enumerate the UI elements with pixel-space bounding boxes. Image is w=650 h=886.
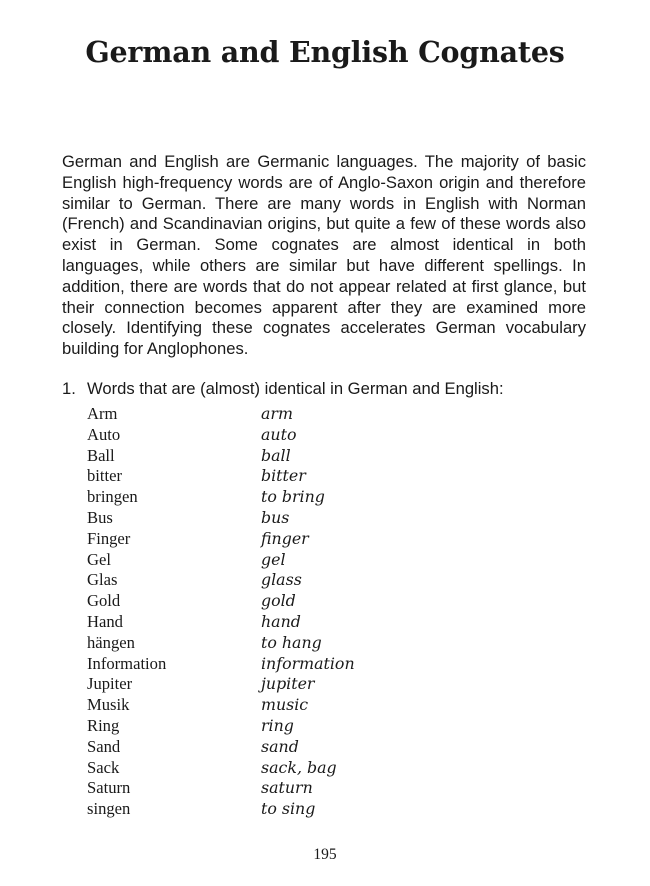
cognate-table-body	[87, 404, 507, 820]
german-word: Ball	[87, 445, 115, 465]
german-word: hängen	[87, 632, 135, 652]
cognate-row	[87, 550, 507, 571]
english-word: sand	[261, 736, 299, 756]
english-word: ball	[261, 445, 291, 465]
english-word: information	[261, 653, 355, 673]
cognate-row	[87, 446, 507, 467]
english-word: to bring	[261, 487, 325, 507]
german-word: Information	[87, 653, 167, 673]
german-word: Gel	[87, 549, 111, 569]
cognate-row	[87, 654, 507, 675]
page-title: German and English Cognates	[85, 35, 565, 70]
english-word: to sing	[261, 799, 316, 819]
english-word: ring	[261, 715, 294, 735]
cognate-row	[87, 674, 507, 695]
german-word: bitter	[87, 466, 123, 486]
cognate-row	[87, 508, 507, 529]
english-word: glass	[261, 570, 302, 590]
german-word: Hand	[87, 611, 123, 631]
cognate-row	[87, 425, 507, 446]
english-word: to hang	[261, 632, 322, 652]
cognate-row	[87, 633, 507, 654]
cognate-row	[87, 591, 507, 612]
english-word: hand	[261, 611, 301, 631]
cognate-row	[87, 529, 507, 550]
page-number: 195	[313, 846, 337, 863]
german-word: singen	[87, 799, 131, 819]
german-word: bringen	[87, 487, 138, 507]
german-word: Finger	[87, 528, 131, 548]
cognate-row	[87, 695, 507, 716]
german-word: Auto	[87, 424, 121, 444]
german-word: Ring	[87, 715, 120, 735]
cognate-row	[87, 466, 507, 487]
cognate-row	[87, 778, 507, 799]
english-word: sack, bag	[261, 757, 337, 777]
english-word: bitter	[261, 466, 306, 486]
german-word: Jupiter	[87, 674, 133, 694]
english-word: jupiter	[261, 674, 315, 694]
cognate-row	[87, 612, 507, 633]
english-word: finger	[261, 528, 309, 548]
section-1-heading	[62, 379, 592, 400]
cognate-table	[87, 404, 507, 820]
cognate-row	[87, 716, 507, 737]
cognate-row	[87, 737, 507, 758]
german-word: Sand	[87, 736, 121, 756]
german-word: Bus	[87, 507, 113, 527]
section-1-number: 1.	[62, 379, 76, 398]
english-word: gold	[261, 591, 296, 611]
english-word: saturn	[261, 778, 313, 798]
german-word: Arm	[87, 404, 118, 423]
english-word: arm	[261, 404, 293, 423]
cognate-row	[87, 570, 507, 591]
intro-paragraph: German and English are Germanic languages. The majority of basic English high-frequency words are of Anglo-Saxon origin and therefore similar to German. There are many words in English with Norman (French) and Scandinavian origins, but quite a few of these words also exist in German. Some cognates are almost identical in both languages, while others are similar but have different spellings. In addition, there are words that do not appear related at first glance, but their connection becomes apparent after they are examined more closely. Identifying these cognates accelerates German vocabulary building for Anglophones.	[62, 152, 586, 359]
section-1-heading-text: Words that are (almost) identical in German and English:	[87, 379, 504, 398]
english-word: music	[261, 695, 309, 715]
german-word: Saturn	[87, 778, 131, 798]
cognate-row	[87, 404, 507, 425]
cognate-row	[87, 758, 507, 779]
english-word: gel	[261, 549, 286, 569]
german-word: Glas	[87, 570, 118, 590]
cognate-row	[87, 799, 507, 820]
english-word: auto	[261, 424, 297, 444]
german-word: Sack	[87, 757, 120, 777]
german-word: Musik	[87, 695, 130, 715]
german-word: Gold	[87, 591, 121, 611]
cognate-row	[87, 487, 507, 508]
english-word: bus	[261, 507, 290, 527]
